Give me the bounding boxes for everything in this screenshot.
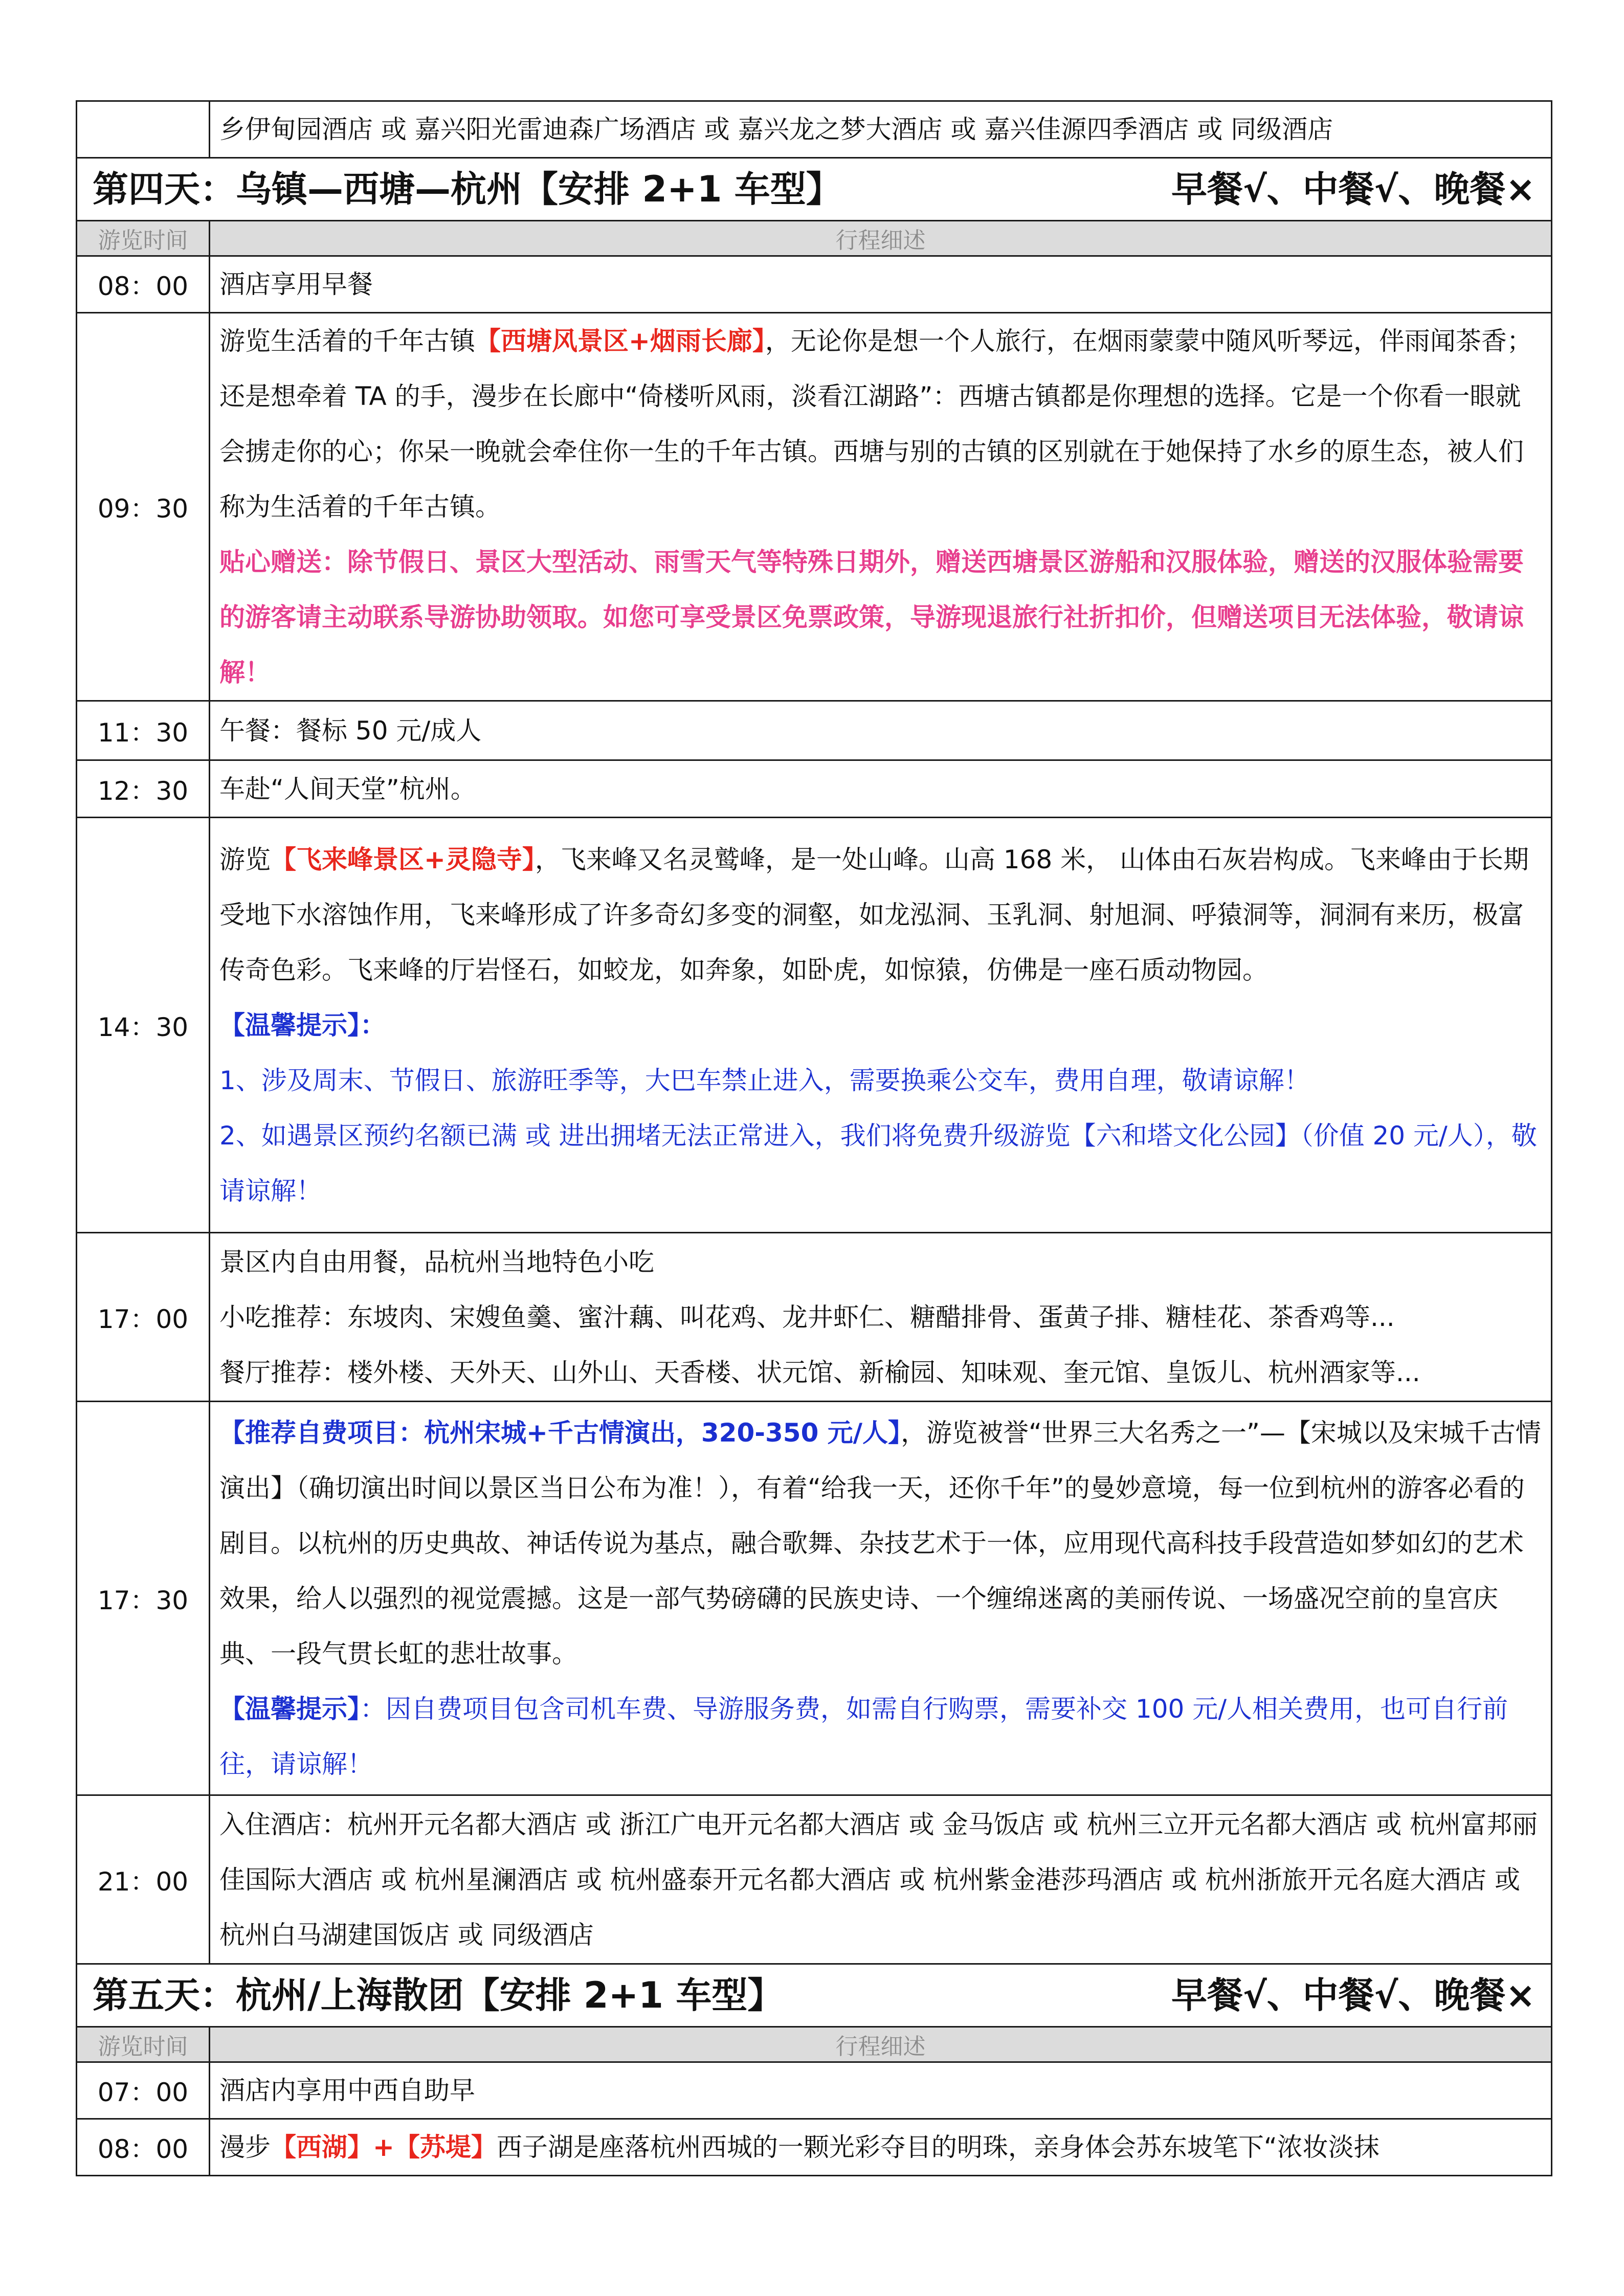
detail-cell: [210, 818, 1552, 1233]
detail-text: 景区内自由用餐，品杭州当地特色小吃: [219, 1247, 654, 1277]
time-cell: 14：30: [77, 818, 210, 1233]
detail-cell: [210, 1795, 1552, 1964]
schedule-row: [77, 313, 1552, 701]
schedule-row: [77, 2062, 1552, 2119]
header-detail: 行程细述: [210, 221, 1552, 256]
column-header-row: [77, 2027, 1552, 2062]
detail-text: 酒店享用早餐: [219, 269, 373, 299]
detail-cell: [210, 256, 1552, 313]
tip-label: 【温馨提示】: [219, 1694, 360, 1724]
time-cell: 08：00: [77, 256, 210, 313]
day-title: 第五天：杭州/上海散团【安排 2+1 车型】: [93, 1974, 784, 2016]
highlight-attraction: 【西湖】: [271, 2132, 373, 2162]
restaurant-recommendations: 餐厅推荐：楼外楼、天外天、山外山、天香楼、状元馆、新榆园、知味观、奎元馆、皇饭儿、杭州酒家等...: [219, 1357, 1420, 1387]
plus-sign: +: [373, 2132, 394, 2162]
time-cell: 12：30: [77, 760, 210, 818]
detail-text: 午餐：餐标 50 元/成人: [219, 715, 482, 746]
detail-cell: [210, 1233, 1552, 1402]
tip-label: 【温馨提示】：: [219, 1010, 386, 1040]
time-cell: 17：00: [77, 1233, 210, 1402]
schedule-row: [77, 818, 1552, 1233]
schedule-row: [77, 1795, 1552, 1964]
time-cell: 07：00: [77, 2062, 210, 2119]
header-time: 游览时间: [77, 2027, 210, 2062]
schedule-row: [77, 2119, 1552, 2176]
detail-text: ，无论你是想一个人旅行，在烟雨蒙蒙中随风听琴远，伴雨闻茶香；还是想牵着 TA 的手，漫步在长廊中“倚楼听风雨，淡看江湖路”：西塘古镇都是你理想的选择。它是一个你看一眼就会掳走你的心；你呆一晚就会牵住你一生的千年古镇。西塘与别的古镇的区别就在于她保持了水乡的原生态，被人们称为生活着的千年古镇。: [219, 326, 1532, 522]
detail-text: ，飞来峰又名灵鹫峰，是一处山峰。山高 168 米， 山体由石灰岩构成。飞来峰由于长期受地下水溶蚀作用，飞来峰形成了许多奇幻多变的洞壑，如龙泓洞、玉乳洞、射旭洞、呼猿洞等，洞洞有来历，极富传奇色彩。飞来峰的厅岩怪石，如蛟龙，如奔象，如卧虎，如惊猿，仿佛是一座石质动物园。: [219, 844, 1529, 985]
snack-recommendations: 小吃推荐：东坡肉、宋嫂鱼羹、蜜汁藕、叫花鸡、龙井虾仁、糖醋排骨、蛋黄子排、糖桂花、茶香鸡等...: [219, 1302, 1395, 1332]
detail-text: 车赴“人间天堂”杭州。: [219, 774, 476, 804]
detail-cell: [210, 760, 1552, 818]
schedule-row: [77, 1402, 1552, 1795]
detail-text: 酒店内享用中西自助早: [219, 2076, 475, 2105]
tip-item: 1、涉及周末、节假日、旅游旺季等，大巴车禁止进入，需要换乘公交车，费用自理，敬请谅解！: [219, 1065, 1310, 1095]
tip-item: 2、如遇景区预约名额已满 或 进出拥堵无法正常进入，我们将免费升级游览【六和塔文化公园】（价值 20 元/人），敬请谅解！: [219, 1120, 1537, 1206]
detail-text: 游览生活着的千年古镇: [219, 326, 475, 356]
schedule-row: [77, 760, 1552, 818]
time-cell: 17：30: [77, 1402, 210, 1795]
header-time: 游览时间: [77, 221, 210, 256]
column-header-row: [77, 221, 1552, 256]
tip-text: ：因自费项目包含司机车费、导游服务费，如需自行购票，需要补交 100 元/人相关费用，也可自行前往，请谅解！: [219, 1694, 1508, 1779]
detail-text: 游览: [219, 844, 271, 874]
hotel-list-text: 乡伊甸园酒店 或 嘉兴阳光雷迪森广场酒店 或 嘉兴龙之梦大酒店 或 嘉兴佳源四季酒店 或 同级酒店: [219, 115, 1333, 144]
schedule-row: [77, 701, 1552, 760]
time-cell: 08：00: [77, 2119, 210, 2176]
day-heading-row: [77, 158, 1552, 221]
optional-project-highlight: 【推荐自费项目：杭州宋城+千古情演出，320-350 元/人】: [219, 1417, 901, 1448]
time-cell: 21：00: [77, 1795, 210, 1964]
schedule-row: [77, 256, 1552, 313]
time-cell: 09：30: [77, 313, 210, 701]
time-cell: [77, 101, 210, 158]
hotel-list-text: 入住酒店：杭州开元名都大酒店 或 浙江广电开元名都大酒店 或 金马饭店 或 杭州三立开元名都大酒店 或 杭州富邦丽佳国际大酒店 或 杭州星澜酒店 或 杭州盛泰开元名都大酒店 或 杭州紫金港莎玛酒店 或 杭州浙旅开元名庭大酒店 或 杭州白马湖建国饭店 或 同级酒店: [219, 1809, 1538, 1950]
detail-cell: [210, 313, 1552, 701]
detail-cell: [210, 101, 1552, 158]
header-detail: 行程细述: [210, 2027, 1552, 2062]
day-heading-row: [77, 1964, 1552, 2027]
detail-text: ，游览被誉“世界三大名秀之一”—【宋城以及宋城千古情演出】（确切演出时间以景区当日公布为准！），有着“给我一天，还你千年”的曼妙意境，每一位到杭州的游客必看的剧目。以杭州的历史典故、神话传说为基点，融合歌舞、杂技艺术于一体，应用现代高科技手段营造如梦如幻的艺术效果，给人以强烈的视觉震撼。这是一部气势磅礴的民族史诗、一个缠绵迷离的美丽传说、一场盛况空前的皇宫庆典、一段气贯长虹的悲壮故事。: [219, 1417, 1541, 1669]
detail-cell: [210, 1402, 1552, 1795]
detail-cell: [210, 2119, 1552, 2176]
highlight-attraction: 【西塘风景区+烟雨长廊】: [475, 326, 765, 356]
time-cell: 11：30: [77, 701, 210, 760]
hotel-continuation-row: [77, 101, 1552, 158]
detail-text: 漫步: [219, 2132, 271, 2162]
day-title: 第四天：乌镇—西塘—杭州【安排 2+1 车型】: [93, 168, 842, 210]
detail-cell: [210, 701, 1552, 760]
detail-cell: [210, 2062, 1552, 2119]
gift-note: 贴心赠送：除节假日、景区大型活动、雨雪天气等特殊日期外，赠送西塘景区游船和汉服体验，赠送的汉服体验需要的游客请主动联系导游协助领取。如您可享受景区免票政策，导游现退旅行社折扣价，但赠送项目无法体验，敬请谅解！: [219, 547, 1524, 687]
meals-status: 早餐√、中餐√、晚餐×: [1171, 168, 1536, 210]
schedule-row: [77, 1233, 1552, 1402]
highlight-attraction: 【飞来峰景区+灵隐寺】: [271, 844, 535, 874]
highlight-attraction: 【苏堤】: [394, 2132, 497, 2162]
meals-status: 早餐√、中餐√、晚餐×: [1171, 1974, 1536, 2016]
itinerary-table: [76, 100, 1552, 2176]
detail-text: 西子湖是座落杭州西城的一颗光彩夺目的明珠，亲身体会苏东坡笔下“浓妆淡抹: [496, 2132, 1380, 2162]
